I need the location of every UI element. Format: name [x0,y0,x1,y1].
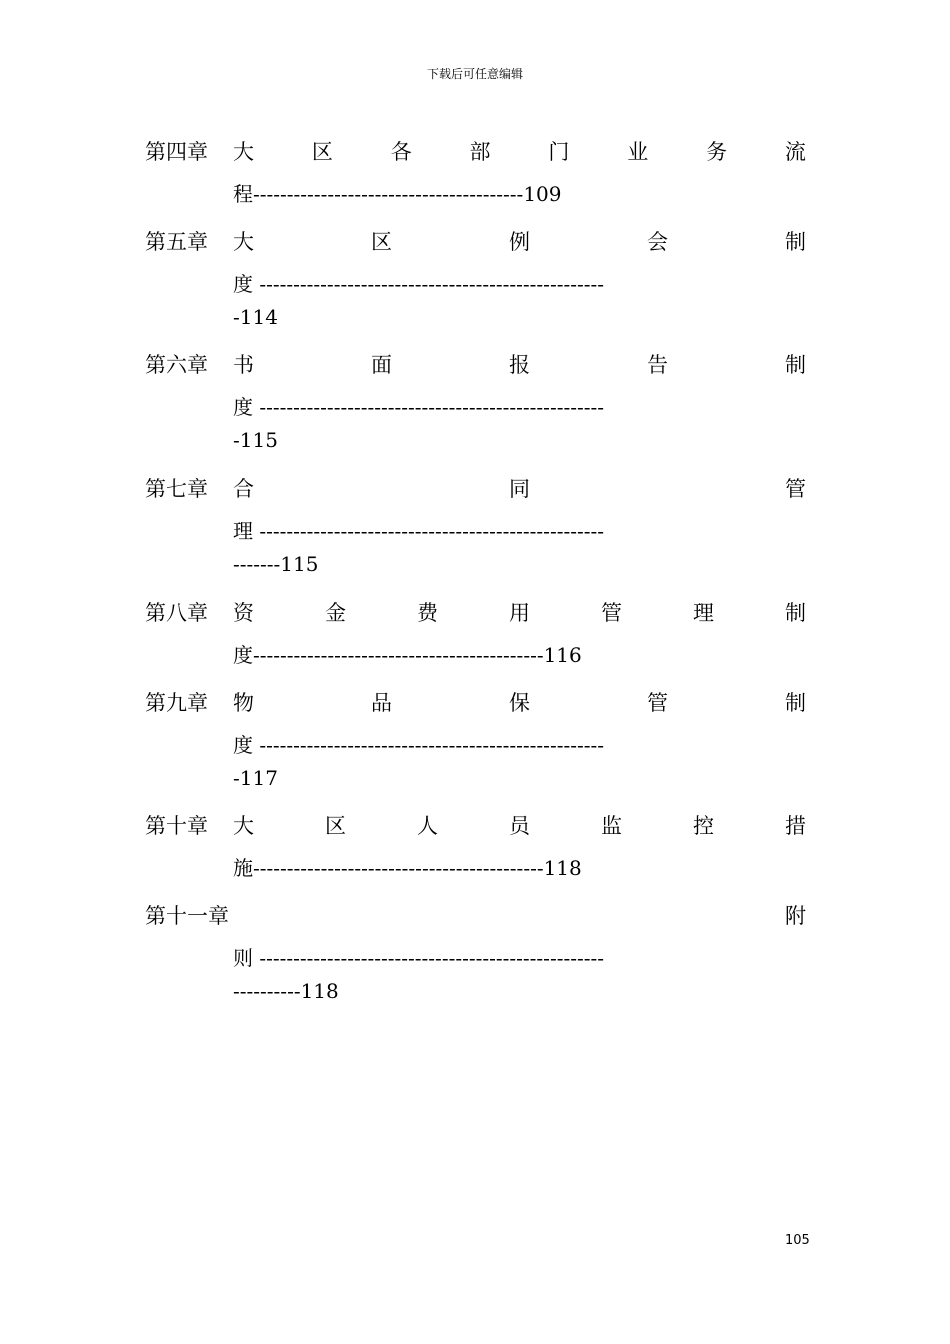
toc-title-char: 会 [647,230,668,254]
toc-title-spread [233,228,806,256]
toc-page-ref: -115 [233,428,278,452]
toc-title-spread [233,351,806,379]
toc-leader-line: 施-------------------------------------------118 [233,856,582,880]
toc-chapter-label: 第八章 [145,601,208,625]
toc-title-char: 区 [325,814,346,838]
toc-title-char: 措 [785,814,806,838]
toc-title-char: 区 [371,230,392,254]
toc-title-char: 例 [509,230,530,254]
toc-title-spread [233,138,806,166]
toc-title-char: 面 [371,353,392,377]
toc-title-char: 报 [509,353,530,377]
toc-title-char: 管 [647,691,668,715]
toc-page-ref: -------115 [233,552,319,576]
toc-title-char: 务 [706,140,728,164]
toc-title-char: 资 [233,601,254,625]
toc-title-char: 各 [390,140,412,164]
toc-leader-line: 程----------------------------------------109 [233,182,562,206]
toc-chapter-label: 第五章 [145,230,208,254]
toc-title-char: 管 [785,477,806,501]
toc-title-char: 制 [785,230,806,254]
toc-leader-line: 则 --------------------------------------------------- [233,946,605,970]
toc-title-char: 制 [785,601,806,625]
toc-chapter-label: 第十章 [145,814,208,838]
toc-title-char: 区 [311,140,333,164]
toc-title-char: 费 [417,601,438,625]
toc-title-spread [233,902,806,930]
page-header: 下载后可任意编辑 [426,67,523,81]
toc-title-char: 员 [509,814,530,838]
toc-leader-line: 度-------------------------------------------116 [233,643,582,667]
page-number: 105 [785,1233,810,1248]
toc-title-char: 金 [325,601,346,625]
toc-title-char: 门 [548,140,570,164]
toc-title-char: 控 [693,814,714,838]
toc-title-char: 管 [601,601,622,625]
toc-title-char: 制 [785,691,806,715]
toc-title-char: 流 [784,140,806,164]
toc-chapter-label: 第四章 [145,140,208,164]
toc-title-char: 部 [469,140,491,164]
toc-title-char: 理 [693,601,714,625]
toc-leader-line: 度 --------------------------------------------------- [233,272,605,296]
toc-leader-line: 理 --------------------------------------------------- [233,519,605,543]
toc-title-char: 大 [233,814,254,838]
toc-title-char: 大 [233,230,254,254]
toc-chapter-label: 第十一章 [145,904,229,928]
toc-title-spread [233,599,806,627]
toc-title-char: 制 [785,353,806,377]
toc-page-ref: ----------118 [233,979,339,1003]
toc-title-char: 保 [509,691,530,715]
toc-title-spread [233,689,806,717]
toc-title-char: 合 [233,477,254,501]
toc-leader-line: 度 --------------------------------------------------- [233,395,605,419]
toc-title-char: 书 [233,353,254,377]
toc-title-char: 监 [601,814,622,838]
toc-title-char: 品 [371,691,392,715]
toc-page-ref: -117 [233,766,278,790]
toc-title-char: 用 [509,601,530,625]
toc-title-char: 物 [233,691,254,715]
toc-title-char: 人 [417,814,438,838]
toc-title-char: 告 [647,353,668,377]
toc-title-spread [233,475,806,503]
toc-title-char: 大 [233,140,254,164]
toc-leader-line: 度 --------------------------------------------------- [233,733,605,757]
toc-title-char: 同 [509,477,530,501]
toc-chapter-label: 第九章 [145,691,208,715]
toc-chapter-label: 第六章 [145,353,208,377]
toc-title-spread [233,812,806,840]
toc-title-char: 业 [627,140,649,164]
toc-page-ref: -114 [233,305,278,329]
toc-title-char: 附 [785,904,806,928]
toc-chapter-label: 第七章 [145,477,208,501]
